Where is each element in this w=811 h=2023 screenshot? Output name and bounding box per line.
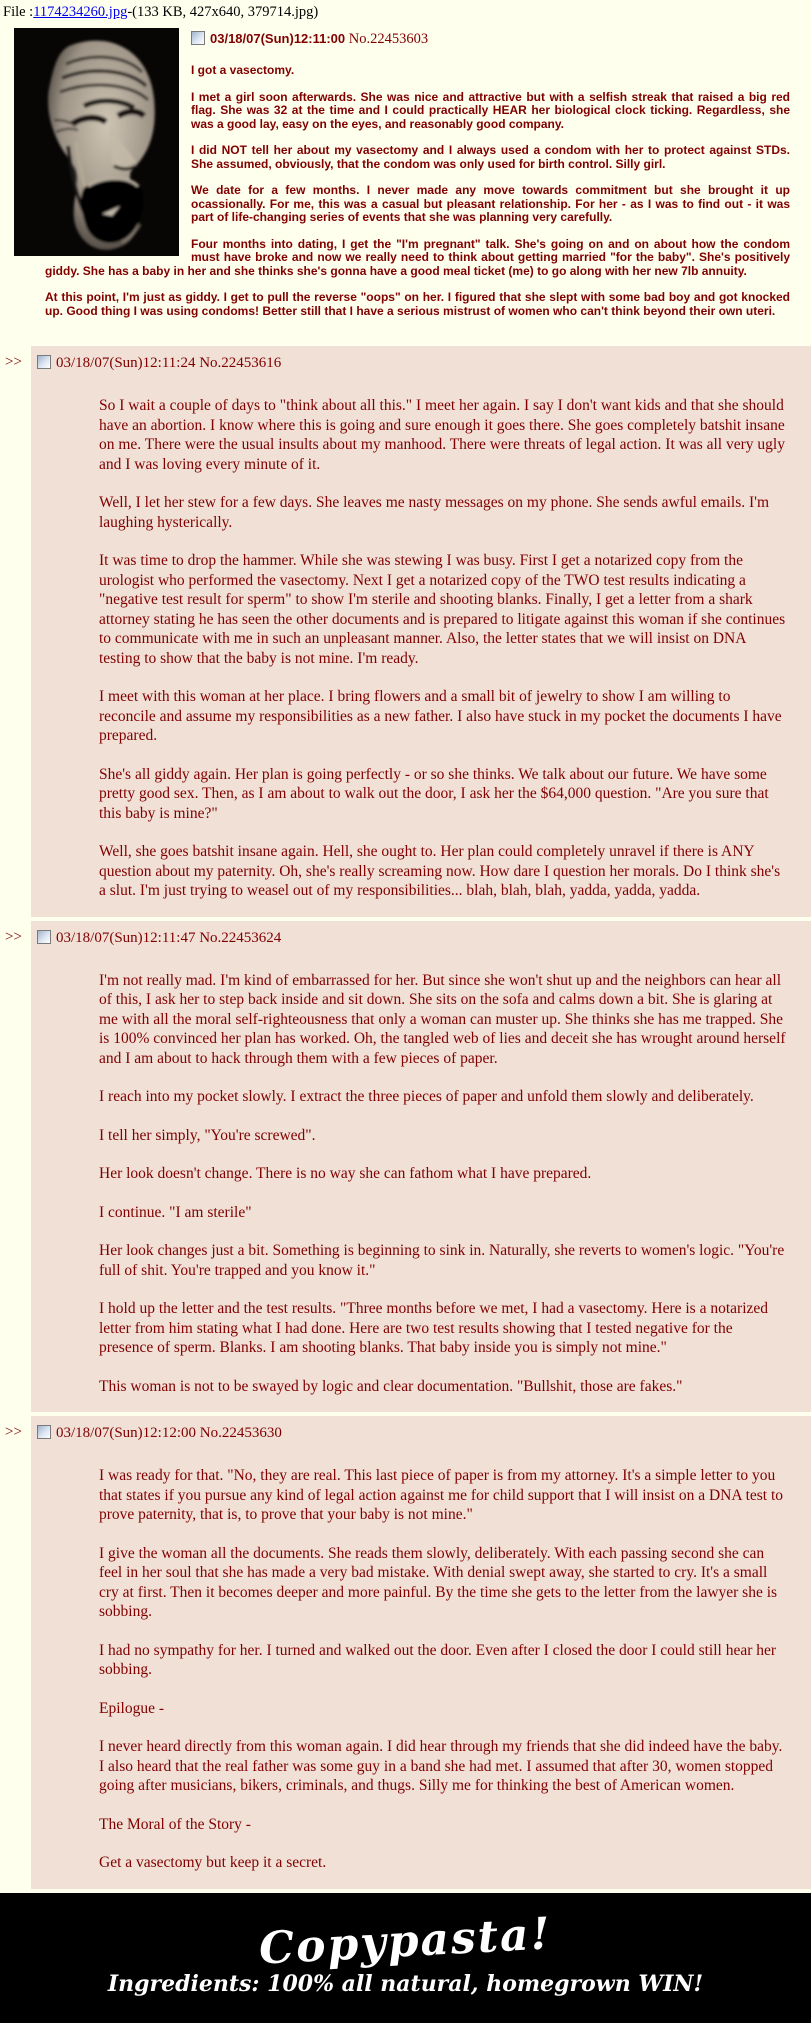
banner-subtitle: Ingredients: 100% all natural, homegrown WIN!	[107, 1971, 704, 1997]
reply-paragraph: Get a vasectomy but keep it a secret.	[99, 1854, 327, 1871]
reply-box	[31, 921, 811, 1413]
reply-paragraph: I continue. "I am sterile"	[99, 1203, 252, 1221]
reply-body	[99, 1466, 789, 1873]
reply-header	[31, 353, 811, 372]
reply-paragraph: Epilogue -	[99, 1699, 164, 1717]
post-checkbox[interactable]	[37, 930, 51, 944]
reply-paragraph: Her look changes just a bit. Something is beginning to sink in. Naturally, she reverts to women's logic. "You're full of shit. You're trapped and you know it."	[99, 1242, 785, 1279]
post-checkbox[interactable]	[191, 31, 205, 45]
reply-timestamp: 03/18/07(Sun)12:11:47	[56, 929, 196, 946]
reply-post-number: No.22453616	[199, 355, 282, 371]
reply-post-number: No.22453630	[199, 1425, 282, 1441]
op-paragraph: At this point, I'm just as giddy. I get to pull the reverse "oops" on her. I figured that she slept with some bad boy and got knocked up. Good thing I was using condoms! Better still that I have a serious mistrust of women who can't think beyond their own uteri.	[45, 290, 790, 318]
file-meta: -(133 KB, 427x640, 379714.jpg)	[127, 4, 319, 20]
reply-box	[31, 1416, 811, 1889]
reply-paragraph: I tell her simply, "You're screwed".	[99, 1126, 316, 1144]
quote-arrow-icon: >>	[5, 1424, 22, 1440]
reply-paragraph: I reach into my pocket slowly. I extract the three pieces of paper and unfold them slowly and deliberately.	[99, 1088, 754, 1105]
post-checkbox[interactable]	[37, 355, 51, 369]
reply-paragraph: I had no sympathy for her. I turned and walked out the door. Even after I closed the door I could still hear her sobbing.	[99, 1641, 777, 1678]
op-paragraph: I got a vasectomy.	[191, 63, 295, 77]
reply-post	[0, 346, 811, 917]
reply-paragraph: I hold up the letter and the test results. "Three months before we met, I had a vasectomy. Here is a notarized letter from him stating what I had done. Here are two test results showing that I tested negative for the presence of sperm. Blanks. I am shooting blanks. That baby inside you is simply not mine."	[99, 1300, 769, 1356]
reply-paragraph: I give the woman all the documents. She reads them slowly, deliberately. With each passing second she can feel in her soul that she has made a very bad mistake. With denial swept away, she started to cry. It's a small cry at first. Then it becomes deeper and more painful. By the time she gets to the letter from the lawyer she is sobbing.	[99, 1544, 778, 1620]
reply-paragraph: I was ready for that. "No, they are real. This last piece of paper is from my attorney. It's a simple letter to you that states if you pursue any kind of legal action against me for child support that I will insist on a DNA test to prove paternity, that is, to prove that your baby is not mine."	[99, 1467, 784, 1523]
banner-title: Copypasta!	[257, 1908, 554, 1975]
op-post-number: No.22453603	[348, 31, 429, 47]
reply-post	[0, 921, 811, 1413]
reply-paragraph: Well, she goes batshit insane again. Hell, she ought to. Her plan could completely unravel if there is ANY question about my paternity. Oh, she's really screaming now. How dare I question her morals. Do I think she's a slut. I'm just trying to weasel out of my responsibilities... blah, blah, blah, yadda, yadda, yadda.	[99, 843, 781, 899]
reply-box	[31, 346, 811, 917]
op-paragraph: I did NOT tell her about my vasectomy and I always used a condom with her to protect against STDs. She assumed, obviously, that the condom was only used for birth control. Silly girl.	[191, 143, 790, 171]
reply-header	[31, 928, 811, 947]
reply-paragraph: Well, I let her stew for a few days. She leaves me nasty messages on my phone. She sends awful emails. I'm laughing hysterically.	[99, 494, 770, 531]
reply-header	[31, 1423, 811, 1442]
reply-paragraph: She's all giddy again. Her plan is going perfectly - or so she thinks. We talk about our future. We have some pretty good sex. Then, as I am about to walk out the door, I ask her the $64,000 question. "Are you sure that this baby is mine?"	[99, 765, 769, 822]
reply-paragraph: The Moral of the Story -	[99, 1815, 251, 1833]
screaming-face-thumbnail[interactable]	[14, 28, 179, 256]
reply-paragraph: I meet with this woman at her place. I bring flowers and a small bit of jewelry to show I am willing to reconcile and assume my responsibilities as a new father. I also have stuck in my pocket the documents I have prepared.	[99, 688, 782, 744]
quote-arrow-icon: >>	[5, 354, 22, 370]
reply-paragraph: So I wait a couple of days to "think about all this." I meet her again. I say I don't want kids and that she should have an abortion. I know where this is going and sure enough it goes there. She goes completely batshit insane on me. There were the usual insults about my manhood. There were threats of legal action. It was all very ugly and I was loving every minute of it.	[99, 397, 785, 473]
reply-paragraph: I'm not really mad. I'm kind of embarrassed for her. But since she won't shut up and the neighbors can hear all of this, I ask her to step back inside and sit down. She sits on the sofa and calms down a bit. She is glaring at me with all the moral self-righteousness that only a woman can muster up. She thinks she has me trapped. She is 100% convinced her plan has worked. Oh, the tangled web of lies and deceit she has wrought around herself and I am about to hack through them with a few pieces of paper.	[99, 971, 786, 1067]
reply-paragraph: Her look doesn't change. There is no way she can fathom what I have prepared.	[99, 1165, 592, 1182]
reply-timestamp: 03/18/07(Sun)12:11:24	[56, 355, 196, 371]
reply-timestamp: 03/18/07(Sun)12:12:00	[56, 1425, 197, 1441]
file-link[interactable]: 1174234260.jpg	[33, 4, 128, 20]
reply-paragraph: This woman is not to be swayed by logic and clear documentation. "Bullshit, those are fakes."	[99, 1377, 683, 1395]
reply-post	[0, 1416, 811, 1889]
file-label: File :	[3, 4, 34, 20]
reply-body	[99, 396, 789, 901]
reply-body	[99, 971, 789, 1397]
op-paragraph: I met a girl soon afterwards. She was nice and attractive but with a selfish streak that raised a big red flag. She was 32 at the time and I could practically HEAR her biological clock ticking. Regardless, she was a good lay, easy on the eyes, and reasonably good company.	[191, 89, 790, 131]
op-post	[0, 21, 811, 336]
reply-paragraph: I never heard directly from this woman again. I did hear through my friends that she did indeed have the baby. I also heard that the real father was some guy in a band she had met. I assumed that after 30, women stopped going after musicians, bikers, criminals, and thugs. Silly me for thinking the best of American women.	[99, 1738, 783, 1794]
op-timestamp: 03/18/07(Sun)12:11:00	[210, 31, 346, 46]
copypasta-banner	[0, 1893, 811, 2023]
reply-paragraph: It was time to drop the hammer. While she was stewing I was busy. First I get a notarized copy from the urologist who performed the vasectomy. Next I get a notarized copy of the TWO test results indicating a "negative test result for sperm" to show I'm sterile and shooting blanks. Finally, I get a letter from a shark attorney stating he has seen the other documents and is prepared to litigate against this woman if she continues to communicate with me in such an unpleasant manner. Also, the letter states that we will insist on DNA testing to show that the baby is not mine. I'm ready.	[99, 552, 786, 667]
file-info-line	[0, 0, 811, 21]
reply-post-number: No.22453624	[199, 929, 282, 946]
op-paragraph: We date for a few months. I never made any move towards commitment but she brought it up ocassionally. For me, this was a casual but pleasant relationship. For her - as I was to find out - it was part of life-changing series of events that she was planning very carefully.	[191, 183, 790, 224]
op-paragraph: Four months into dating, I get the "I'm pregnant" talk. She's going on and on about how the condom must have broke and now we really need to think about getting married "for the baby". She's positively giddy. She has a baby in her and she thinks she's gonna have a good meal ticket (me) to go along with her new 7lb annuity.	[45, 236, 790, 278]
quote-arrow-icon: >>	[5, 928, 22, 945]
post-checkbox[interactable]	[37, 1425, 51, 1439]
